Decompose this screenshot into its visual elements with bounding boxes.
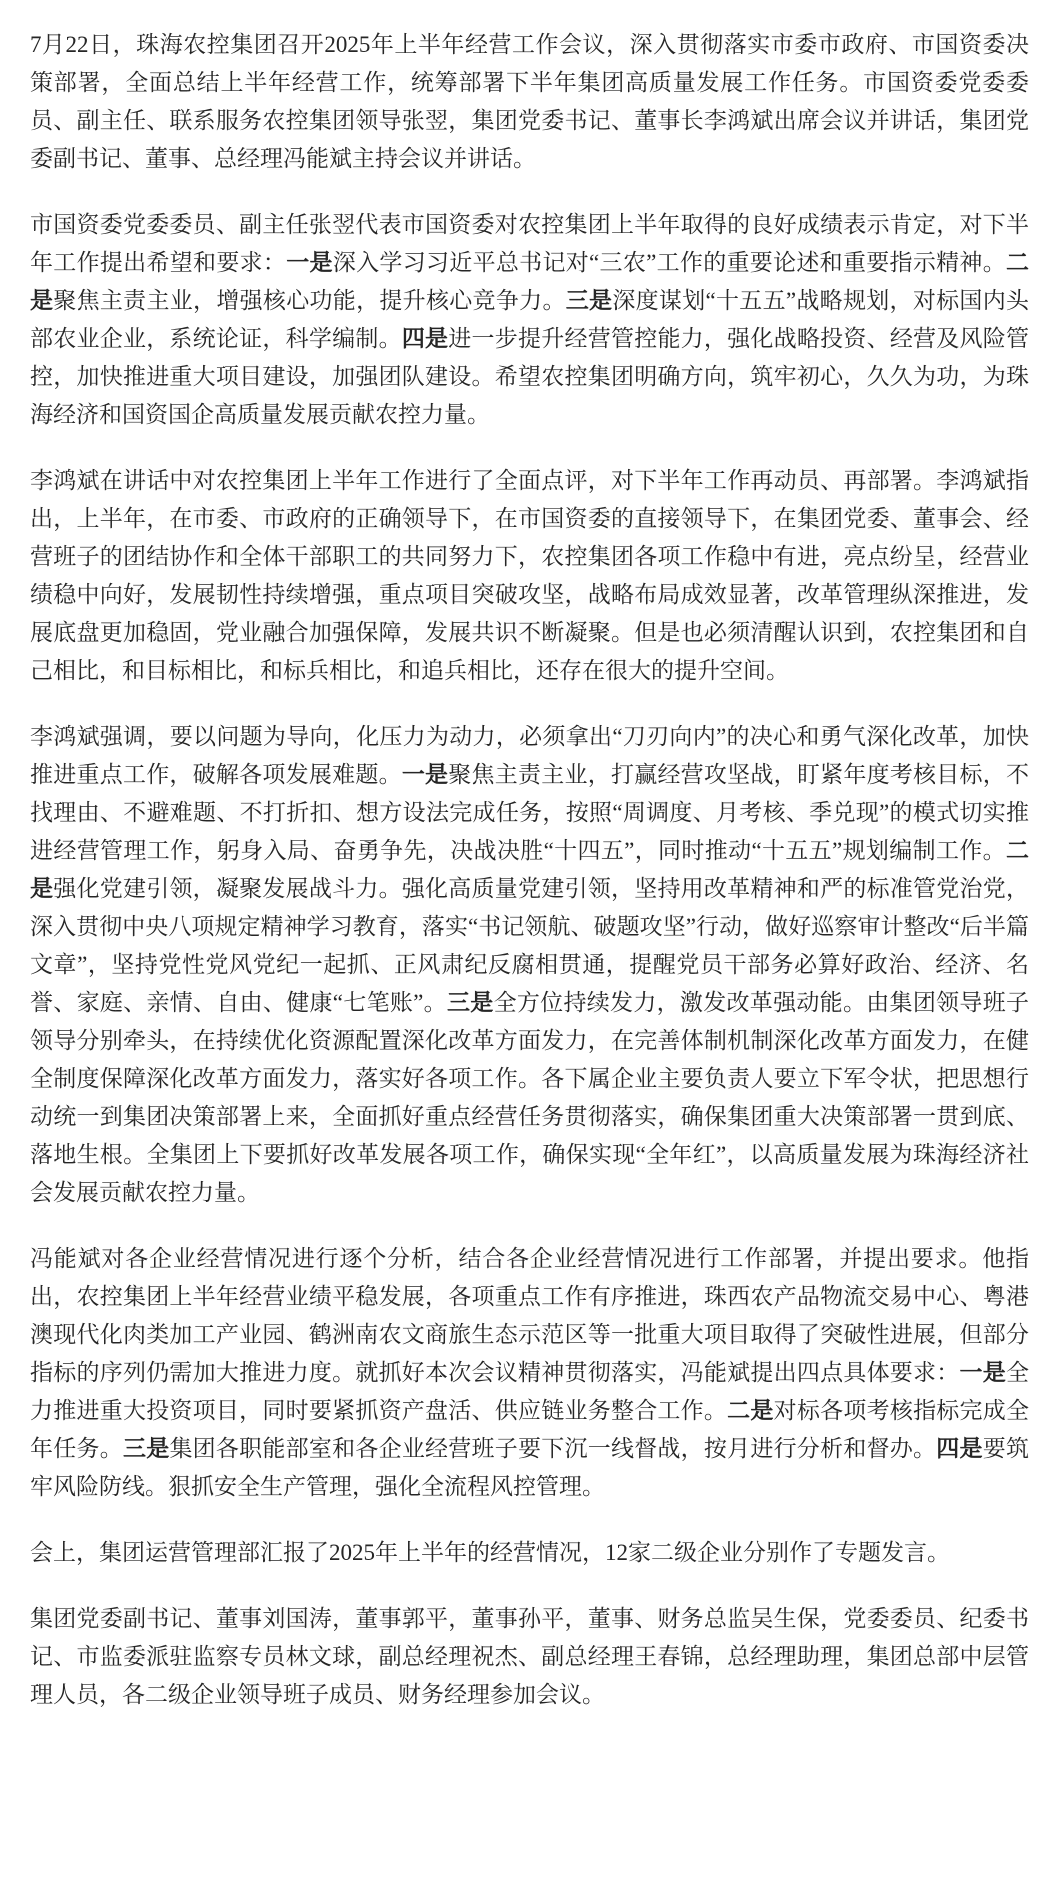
text-segment: 市国资委党委委员、副主任张翌代表市国资委对农控集团上半年取得的良好成绩表示肯定，对下半年工作提出希望和要求： <box>30 212 1029 275</box>
paragraph <box>30 1534 1029 1572</box>
emphasis-segment: 二是 <box>30 250 1030 313</box>
emphasis-segment: 三是 <box>446 990 494 1015</box>
text-segment: 集团党委副书记、董事刘国涛，董事郭平，董事孙平，董事、财务总监吴生保，党委委员、纪委书记、市监委派驻监察专员林文球，副总经理祝杰、副总经理王春锦，总经理助理，集团总部中层管理人员，各二级企业领导班子成员、财务经理参加会议。 <box>30 1606 1029 1707</box>
paragraph-container <box>30 26 1029 1714</box>
text-segment: 李鸿斌强调，要以问题为导向，化压力为动力，必须拿出“刀刃向内”的决心和勇气深化改革，加快推进重点工作，破解各项发展难题。 <box>30 724 1029 787</box>
text-segment: 集团各职能部室和各企业经营班子要下沉一线督战，按月进行分析和督办。 <box>169 1436 937 1461</box>
text-segment: 对标各项考核指标完成全年任务。 <box>30 1398 1030 1461</box>
emphasis-segment: 四是 <box>401 326 449 351</box>
text-segment: 深度谋划“十五五”战略规划，对标国内头部农业企业，系统论证，科学编制。 <box>30 288 1030 351</box>
emphasis-segment: 一是 <box>401 762 449 787</box>
emphasis-segment: 一是 <box>286 250 333 275</box>
text-segment: 强化党建引领，凝聚发展战斗力。强化高质量党建引领，坚持用改革精神和严的标准管党治党，深入贯彻中央八项规定精神学习教育，落实“书记领航、破题攻坚”行动，做好巡察审计整改“后半篇文章”，坚持党性党风党纪一起抓、正风肃纪反腐相贯通，提醒党员干部务必算好政治、经济、名誉、家庭、亲情、自由、健康“七笔账”。 <box>30 876 1030 1015</box>
text-segment: 全方位持续发力，激发改革强动能。由集团领导班子领导分别牵头，在持续优化资源配置深化改革方面发力，在完善体制机制深化改革方面发力，在健全制度保障深化改革方面发力，落实好各项工作。各下属企业主要负责人要立下军令状，把思想行动统一到集团决策部署上来，全面抓好重点经营任务贯彻落实，确保集团重大决策部署一贯到底、落地生根。全集团上下要抓好改革发展各项工作，确保实现“全年红”，以高质量发展为珠海经济社会发展贡献农控力量。 <box>30 990 1030 1205</box>
text-segment: 进一步提升经营管控能力，强化战略投资、经营及风险管控，加快推进重大项目建设，加强团队建设。希望农控集团明确方向，筑牢初心，久久为功，为珠海经济和国资国企高质量发展贡献农控力量。 <box>30 326 1030 427</box>
text-segment: 李鸿斌在讲话中对农控集团上半年工作进行了全面点评，对下半年工作再动员、再部署。李鸿斌指出，上半年，在市委、市政府的正确领导下，在市国资委的直接领导下，在集团党委、董事会、经营班子的团结协作和全体干部职工的共同努力下，农控集团各项工作稳中有进，亮点纷呈，经营业绩稳中向好，发展韧性持续增强，重点项目突破攻坚，战略布局成效显著，改革管理纵深推进，发展底盘更加稳固，党业融合加强保障，发展共识不断凝聚。但是也必须清醒认识到，农控集团和自己相比，和目标相比，和标兵相比，和追兵相比，还存在很大的提升空间。 <box>30 468 1029 683</box>
emphasis-segment: 一是 <box>959 1360 1007 1385</box>
text-segment: 冯能斌对各企业经营情况进行逐个分析，结合各企业经营情况进行工作部署，并提出要求。他指出，农控集团上半年经营业绩平稳发展，各项重点工作有序推进，珠西农产品物流交易中心、粤港澳现代化肉类加工产业园、鹤洲南农文商旅生态示范区等一批重大项目取得了突破性进展，但部分指标的序列仍需加大推进力度。就抓好本次会议精神贯彻落实，冯能斌提出四点具体要求： <box>30 1246 1029 1385</box>
paragraph <box>30 26 1029 178</box>
emphasis-segment: 三是 <box>565 288 613 313</box>
text-segment: 要筑牢风险防线。狠抓安全生产管理，强化全流程风控管理。 <box>30 1436 1030 1499</box>
emphasis-segment: 三是 <box>122 1436 170 1461</box>
paragraph <box>30 718 1029 1212</box>
emphasis-segment: 四是 <box>936 1436 983 1461</box>
text-segment: 全力推进重大投资项目，同时要紧抓资产盘活、供应链业务整合工作。 <box>30 1360 1030 1423</box>
paragraph <box>30 1600 1029 1714</box>
paragraph <box>30 1240 1029 1506</box>
text-segment: 聚焦主责主业，打赢经营攻坚战，盯紧年度考核目标，不找理由、不避难题、不打折扣、想方设法完成任务，按照“周调度、月考核、季兑现”的模式切实推进经营管理工作，躬身入局、奋勇争先，决战决胜“十四五”，同时推动“十五五”规划编制工作。 <box>30 762 1030 863</box>
text-segment: 聚焦主责主业，增强核心功能，提升核心竞争力。 <box>53 288 566 313</box>
emphasis-segment: 二是 <box>727 1398 774 1423</box>
text-segment: 深入学习习近平总书记对“三农”工作的重要论述和重要指示精神。 <box>332 250 1007 275</box>
text-segment: 会上，集团运营管理部汇报了2025年上半年的经营情况，12家二级企业分别作了专题发言。 <box>30 1540 950 1565</box>
emphasis-segment: 二是 <box>30 838 1029 901</box>
text-segment: 7月22日，珠海农控集团召开2025年上半年经营工作会议，深入贯彻落实市委市政府、市国资委决策部署，全面总结上半年经营工作，统筹部署下半年集团高质量发展工作任务。市国资委党委委员、副主任、联系服务农控集团领导张翌，集团党委书记、董事长李鸿斌出席会议并讲话，集团党委副书记、董事、总经理冯能斌主持会议并讲话。 <box>30 32 1029 171</box>
paragraph <box>30 206 1029 434</box>
paragraph <box>30 462 1029 690</box>
article-body <box>30 26 1029 1714</box>
